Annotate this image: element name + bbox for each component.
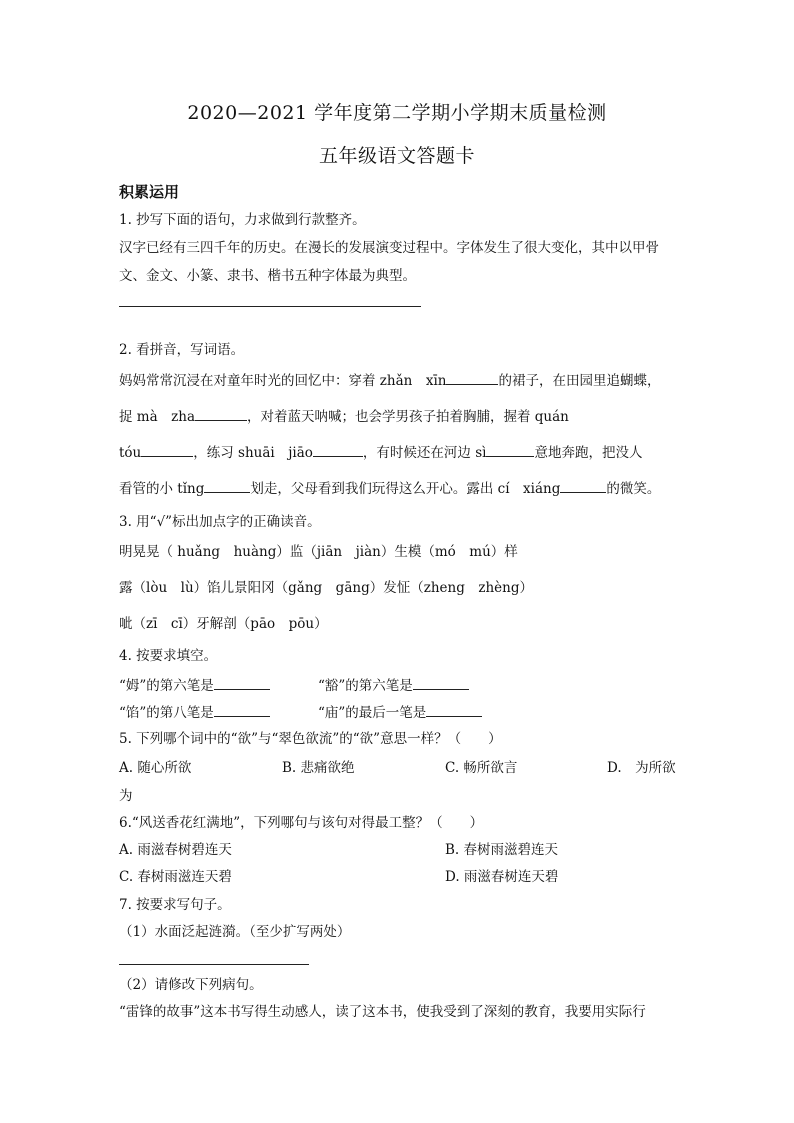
q4-item-c-text: “馅”的第八笔是 xyxy=(119,705,214,721)
q6-option-b[interactable]: B. 春树雨滋碧连天 xyxy=(445,842,559,858)
q2-l3-text-c: ，有时候还在河边 sì xyxy=(362,445,487,461)
q5-option-a[interactable]: A. 随心所欲 xyxy=(119,760,192,776)
q5-label: 5. 下列哪个词中的“欲”与“翠色欲流”的“欲”意思一样？（ ） xyxy=(119,731,502,747)
q2-l4-text-c: 的微笑。 xyxy=(606,481,661,497)
q2-l4-text-b: 划走，父母看到我们玩得这么开心。露出 cí xiáng xyxy=(250,481,561,497)
q3-line-2: 露（lòu lù）馅儿景阳冈（gǎng gāng）发怔（zheng zhèng） xyxy=(119,580,533,596)
q2-l4-text-a: 看管的小 tǐng xyxy=(119,481,205,497)
q2-l1-text-a: 妈妈常常沉浸在对童年时光的回忆中：穿着 zhǎn xīn xyxy=(119,373,447,389)
q4-item-a-text: “姆”的第六笔是 xyxy=(119,678,214,694)
q7-sub-1-answer-line[interactable] xyxy=(119,964,309,965)
q2-line-1 xyxy=(119,370,660,391)
section-heading: 积累运用 xyxy=(119,183,180,201)
q2-blank-cixiang[interactable] xyxy=(560,478,606,493)
q2-l3-text-b: ，练习 shuāi jiāo xyxy=(193,445,313,461)
q5-option-b[interactable]: B. 悲痛欲绝 xyxy=(282,760,355,776)
q4-blank-a[interactable] xyxy=(214,675,270,690)
q6-option-c[interactable]: C. 春树雨滋连天碧 xyxy=(119,869,232,885)
q3-line-3: 呲（zī cī）牙解剖（pāo pōu） xyxy=(119,616,328,632)
page-title: 2020—2021 学年度第二学期小学期末质量检测 xyxy=(187,102,607,124)
q2-blank-mazha[interactable] xyxy=(195,406,247,421)
q1-label: 1. 抄写下面的语句，力求做到行款整齐。 xyxy=(119,212,366,228)
q6-option-a[interactable]: A. 雨滋春树碧连天 xyxy=(119,842,232,858)
q4-label: 4. 按要求填空。 xyxy=(119,648,218,664)
q7-sub-2: （2）请修改下列病句。 xyxy=(119,977,263,993)
q4-blank-b[interactable] xyxy=(413,675,469,690)
q7-sub-2-text: “雷锋的故事”这本书写得生动感人，读了这本书，使我受到了深刻的教育，我要用实际行 xyxy=(119,1004,646,1020)
q4-item-d-text: “庙”的最后一笔是 xyxy=(318,705,427,721)
q6-option-d[interactable]: D. 雨滋春树连天碧 xyxy=(445,869,559,885)
q5-option-c[interactable]: C. 畅所欲言 xyxy=(445,760,518,776)
q2-blank-quantou[interactable] xyxy=(141,442,193,457)
q6-label: 6.“风送香花红满地”，下列哪句与该句对得最工整？（ ） xyxy=(119,815,484,831)
q2-blank-shuaijiao[interactable] xyxy=(313,442,363,457)
q4-item-b xyxy=(318,675,469,696)
q4-item-d xyxy=(318,702,482,723)
q2-label: 2. 看拼音，写词语。 xyxy=(119,342,245,358)
q2-line-3 xyxy=(119,442,642,463)
q1-answer-line[interactable] xyxy=(119,306,421,307)
q5-option-d[interactable]: D. 为所欲 xyxy=(607,760,676,776)
q4-item-b-text: “豁”的第六笔是 xyxy=(318,678,413,694)
q5-option-d-wrap: 为 xyxy=(119,788,133,804)
q2-blank-si[interactable] xyxy=(486,442,534,457)
q4-blank-c[interactable] xyxy=(214,702,270,717)
q2-blank-zhanxin[interactable] xyxy=(446,370,498,385)
q3-line-1: 明晃晃（ huǎng huàng）监（jiān jiàn）生模（mó mú）样 xyxy=(119,544,518,560)
q7-sub-1: （1）水面泛起涟漪。（至少扩写两处） xyxy=(119,924,351,940)
q4-item-a xyxy=(119,675,270,696)
q2-l2-text-a: 捉 mà zha xyxy=(119,409,195,425)
q2-l3-text-d: 意地奔跑，把没人 xyxy=(534,445,643,461)
q2-l2-text-b: ，对着蓝天呐喊；也会学男孩子拍着胸脯，握着 quán xyxy=(247,409,569,425)
q4-item-c xyxy=(119,702,270,723)
q2-line-2 xyxy=(119,406,569,427)
q3-label: 3. 用“√”标出加点字的正确读音。 xyxy=(119,514,321,530)
q4-blank-d[interactable] xyxy=(426,702,482,717)
q2-l1-text-b: 的裙子，在田园里追蝴蝶， xyxy=(498,373,661,389)
page-subtitle: 五年级语文答题卡 xyxy=(318,145,475,167)
q2-blank-ting[interactable] xyxy=(204,478,250,493)
q1-text-line-2: 文、金文、小篆、隶书、楷书五种字体最为典型。 xyxy=(119,268,416,284)
q2-l3-text-a: tóu xyxy=(119,445,142,461)
q2-line-4 xyxy=(119,478,660,499)
q7-label: 7. 按要求写句子。 xyxy=(119,897,231,913)
q1-text-line-1: 汉字已经有三四千年的历史。在漫长的发展演变过程中。字体发生了很大变化，其中以甲骨 xyxy=(119,240,659,256)
